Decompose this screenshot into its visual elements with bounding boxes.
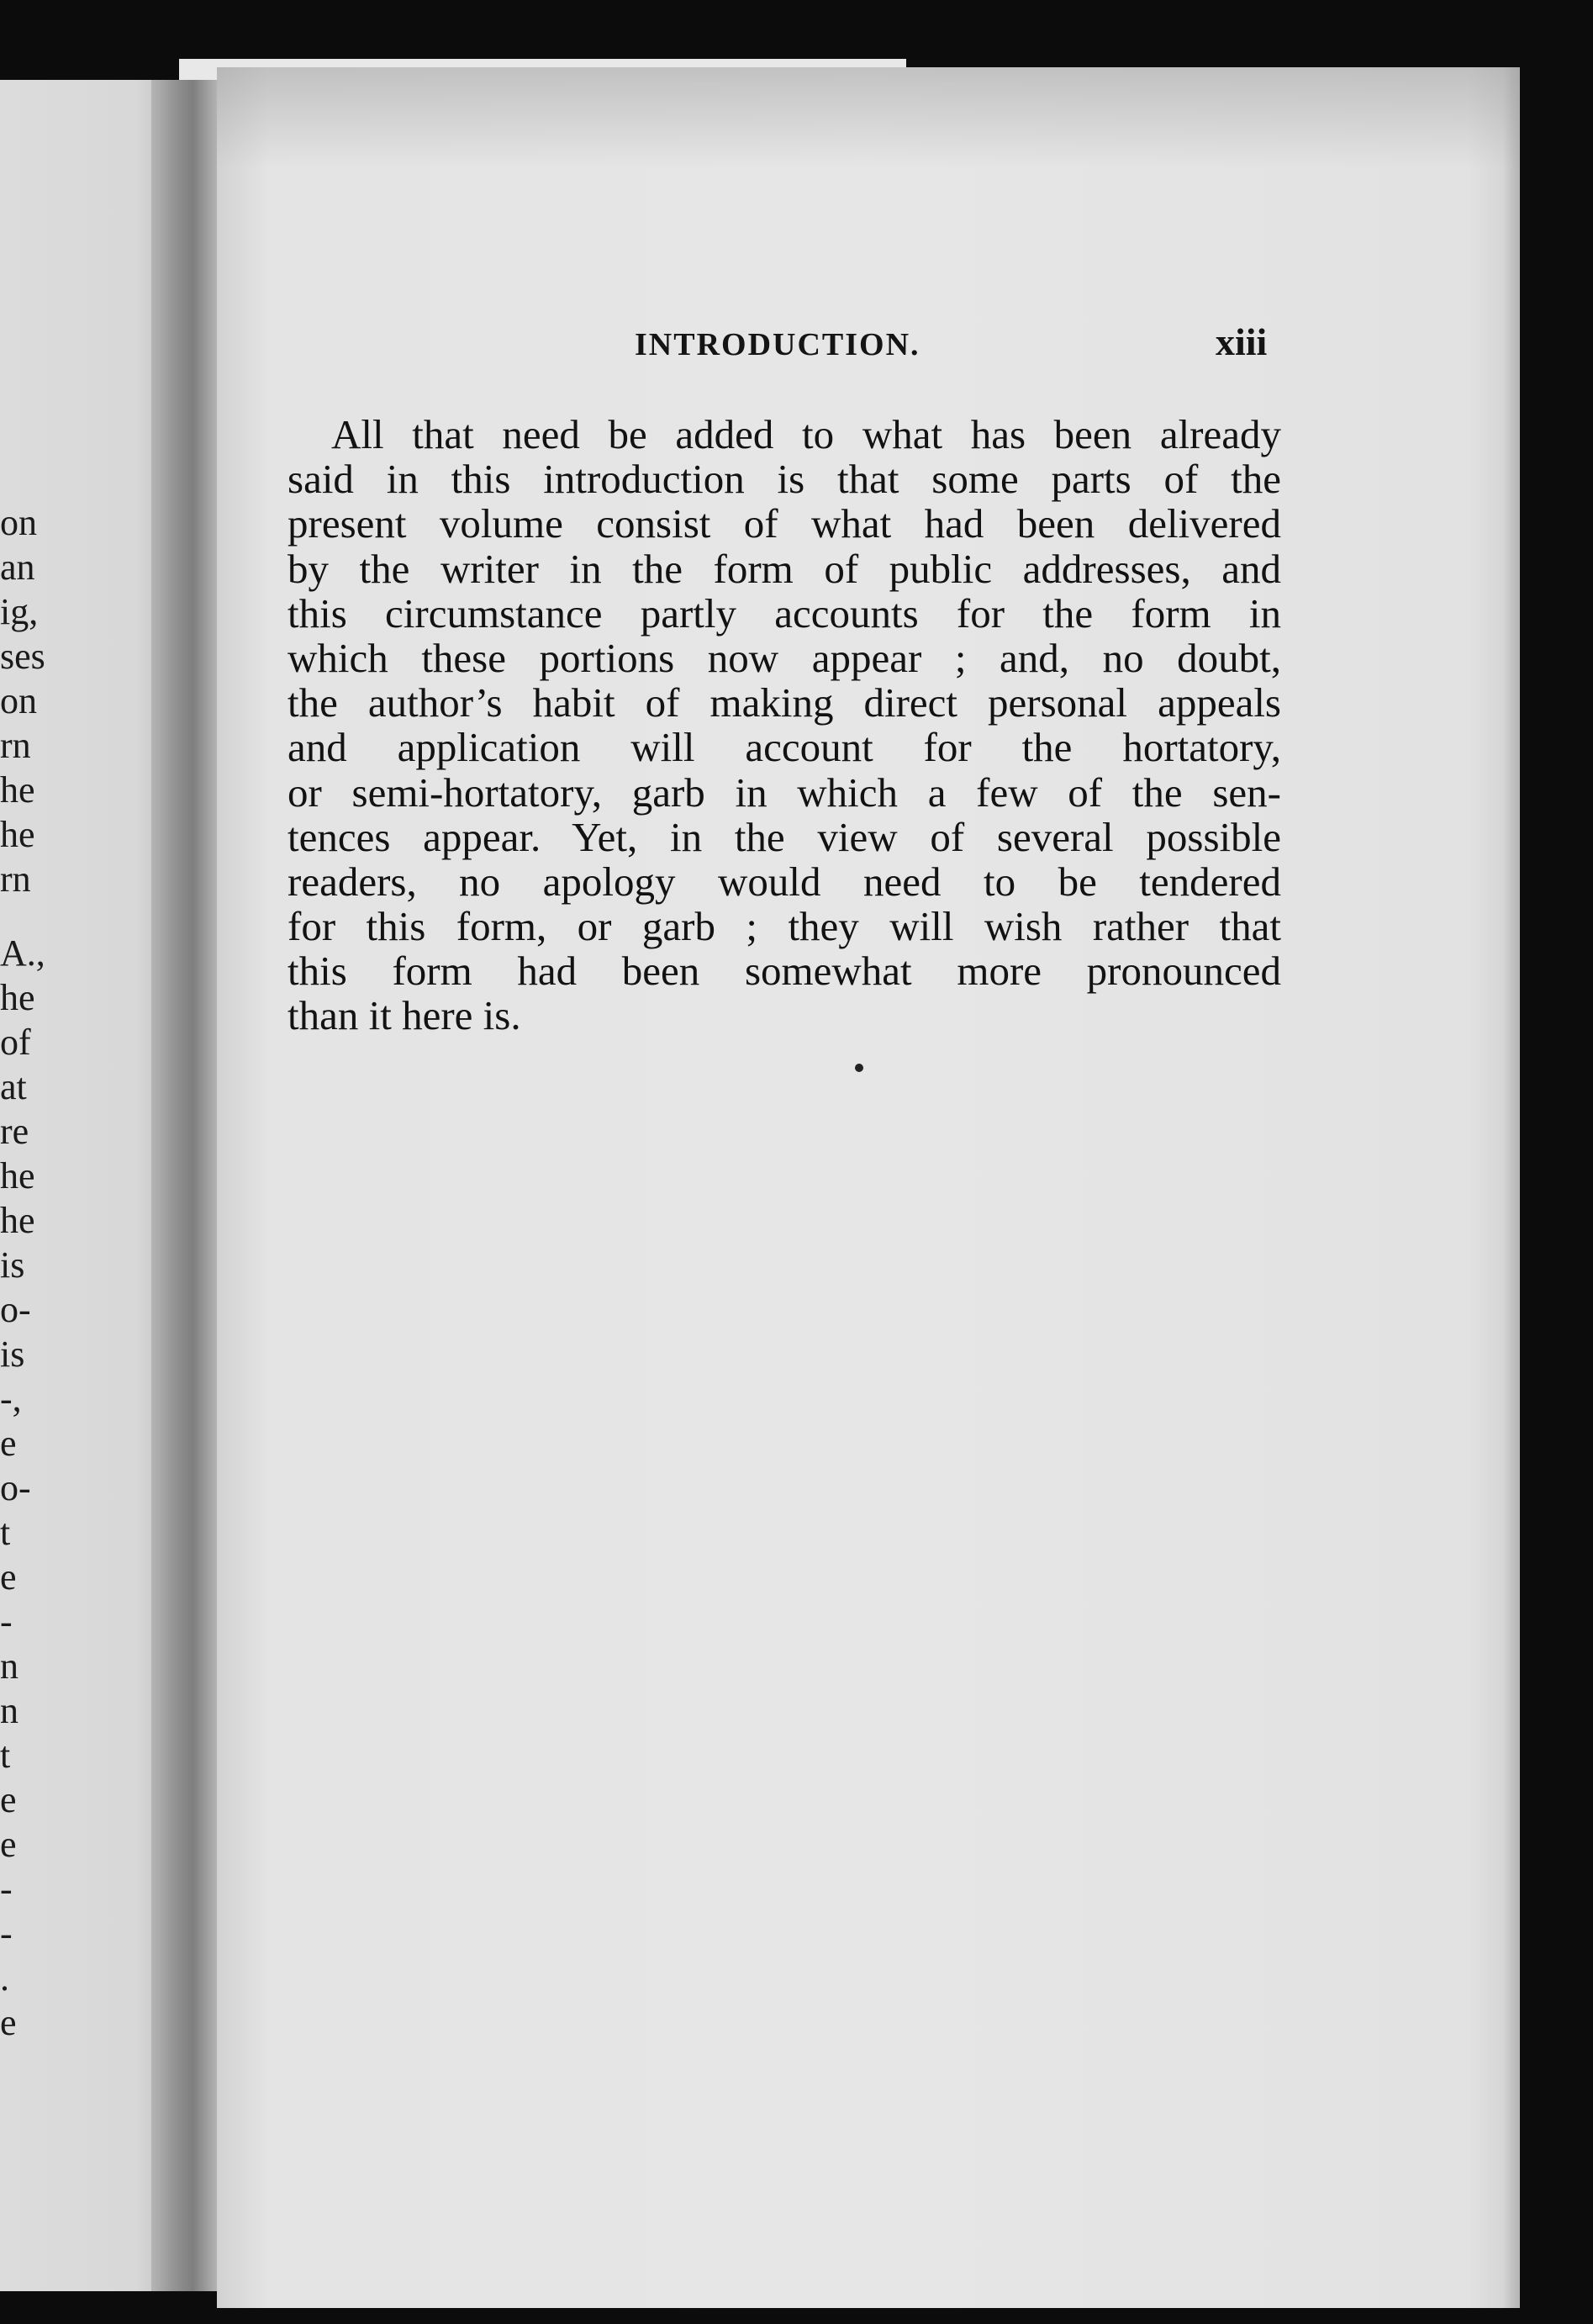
left-fragment: rn <box>0 858 31 900</box>
left-fragment: ses <box>0 636 45 677</box>
left-fragment: o- <box>0 1289 31 1330</box>
left-fragment: e <box>0 1824 17 1865</box>
text-line: which these portions now appear ; and, no doubt, <box>287 634 1281 681</box>
left-fragment: t <box>0 1512 11 1553</box>
left-fragment: t <box>0 1735 11 1776</box>
text-line: this form had been somewhat more pronounced <box>287 948 1281 995</box>
page-number: xiii <box>1216 320 1268 363</box>
left-fragment: e <box>0 1556 17 1598</box>
left-fragment: - <box>0 1601 13 1642</box>
left-fragment: n <box>0 1690 18 1731</box>
page-right-edge <box>1503 67 1520 2308</box>
body-paragraph <box>287 412 1281 1038</box>
left-fragment: ig, <box>0 591 39 632</box>
left-fragment: n <box>0 1645 18 1687</box>
text-line: or semi-hortatory, garb in which a few of the sen- <box>287 769 1281 816</box>
left-fragment: e <box>0 2002 17 2043</box>
left-fragment: he <box>0 769 35 811</box>
left-fragment: -, <box>0 1378 22 1419</box>
text-line: than it here is. <box>287 992 521 1039</box>
left-fragment: on <box>0 502 37 543</box>
left-fragment: an <box>0 547 35 588</box>
text-line: All that need be added to what has been already <box>331 411 1281 457</box>
text-line: for this form, or garb ; they will wish rather that <box>287 903 1281 950</box>
text-line: readers, no apology would need to be tendered <box>287 858 1281 905</box>
left-fragment-gap <box>0 901 45 931</box>
left-fragment: is <box>0 1334 25 1375</box>
left-fragment: of <box>0 1022 31 1063</box>
left-fragment: re <box>0 1111 29 1152</box>
left-facing-page <box>0 80 160 2291</box>
text-line: said in this introduction is that some parts of the <box>287 456 1281 503</box>
left-fragment: he <box>0 1155 35 1196</box>
text-line: present volume consist of what had been delivered <box>287 500 1281 547</box>
left-fragment: e <box>0 1779 17 1820</box>
left-fragment: he <box>0 814 35 855</box>
left-page-text-fragments <box>0 500 45 2045</box>
left-fragment: he <box>0 1200 35 1241</box>
left-fragment: - <box>0 1868 13 1909</box>
left-fragment: is <box>0 1244 25 1286</box>
left-fragment: at <box>0 1066 27 1107</box>
left-fragment: on <box>0 680 37 721</box>
page-top-shadow <box>217 67 1520 168</box>
text-line: tences appear. Yet, in the view of several possible <box>287 813 1281 860</box>
left-fragment: . <box>0 1957 9 1999</box>
text-line: this circumstance partly accounts for the form in <box>287 589 1281 636</box>
text-line: the author’s habit of making direct personal appeals <box>287 679 1281 726</box>
running-head: INTRODUCTION. <box>635 327 920 362</box>
ink-speck <box>855 1064 863 1072</box>
left-fragment: A., <box>0 932 45 974</box>
book-gutter-shadow <box>151 80 227 2291</box>
book-page <box>217 67 1520 2308</box>
text-line: by the writer in the form of public addresses, and <box>287 545 1281 592</box>
left-fragment: rn <box>0 725 31 766</box>
left-fragment: e <box>0 1423 17 1464</box>
left-fragment: o- <box>0 1467 31 1508</box>
left-fragment: - <box>0 1913 13 1954</box>
left-fragment: he <box>0 977 35 1018</box>
text-line: and application will account for the hortatory, <box>287 724 1281 771</box>
